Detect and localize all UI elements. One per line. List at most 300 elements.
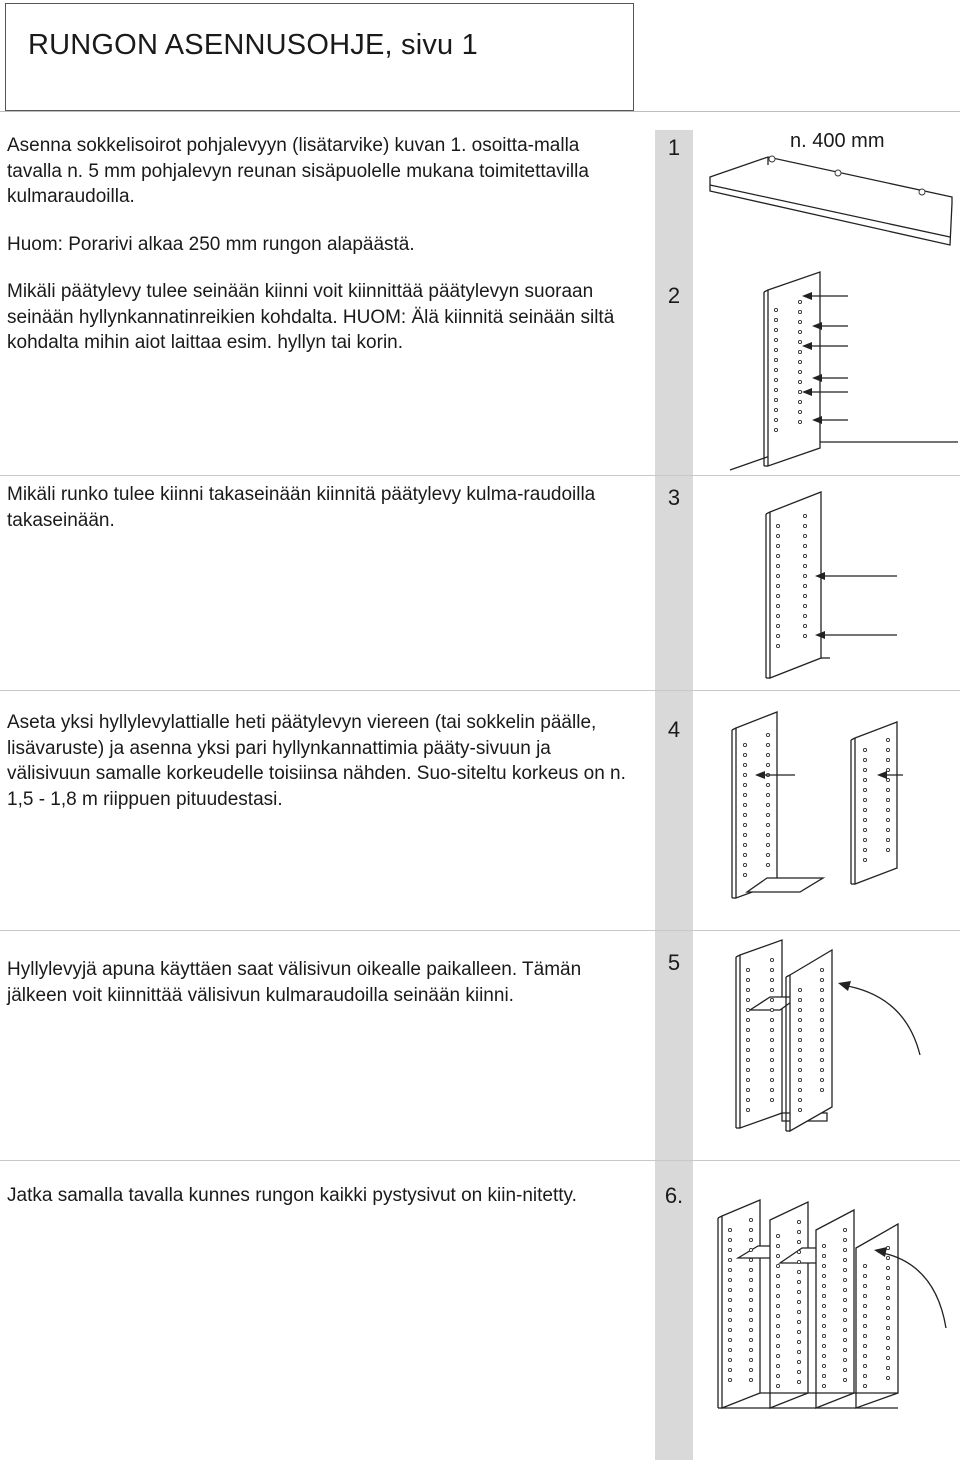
shelf-pin-hole	[746, 1068, 749, 1071]
arc-arrowhead	[838, 981, 851, 991]
shelf-pin-hole	[766, 733, 769, 736]
shelf-pin-hole	[843, 1328, 846, 1331]
shelf-pin-hole	[863, 778, 866, 781]
shelf-pin-hole	[863, 818, 866, 821]
shelf-pin-hole	[728, 1348, 731, 1351]
shelf-pin-hole	[749, 1298, 752, 1301]
shelf-pin-hole	[798, 998, 801, 1001]
shelf-pin-hole	[798, 360, 801, 363]
step-3-paragraph: Mikäli runko tulee kiinni takaseinään kiinnitä päätylevy kulma-raudoilla takaseinään.	[7, 484, 596, 531]
shelf-pin-hole	[886, 758, 889, 761]
shelf-pin-hole	[746, 988, 749, 991]
shelf-pin-hole	[798, 300, 801, 303]
shelf-pin-hole	[766, 803, 769, 806]
shelf-pin-hole	[774, 308, 777, 311]
shelf-pin-hole	[820, 998, 823, 1001]
step-6-number: 6.	[664, 1183, 684, 1208]
step-4-number: 4	[667, 717, 681, 742]
shelf-pin-hole	[820, 978, 823, 981]
shelf-pin-hole	[770, 1018, 773, 1021]
shelf-pin-hole	[728, 1288, 731, 1291]
shelf-pin-hole	[770, 958, 773, 961]
end-panel	[722, 1200, 760, 1408]
shelf-pin-hole	[886, 1356, 889, 1359]
shelf-pin-hole	[797, 1280, 800, 1283]
shelf-pin-hole	[803, 624, 806, 627]
shelf-pin-hole	[797, 1300, 800, 1303]
shelf-pin-hole	[797, 1330, 800, 1333]
shelf-pin-hole	[820, 988, 823, 991]
shelf-pin-hole	[863, 768, 866, 771]
shelf-pin-hole	[886, 1286, 889, 1289]
shelf-pin-hole	[863, 758, 866, 761]
shelf-pin-hole	[863, 1354, 866, 1357]
shelf-pin-hole	[749, 1318, 752, 1321]
section-divider	[0, 690, 960, 691]
shelf-pin-hole	[798, 310, 801, 313]
shelf-pin-hole	[843, 1318, 846, 1321]
shelf-pin-hole	[728, 1228, 731, 1231]
shelf-pin-hole	[820, 1068, 823, 1071]
shelf-pin-hole	[770, 988, 773, 991]
shelf-pin-hole	[886, 808, 889, 811]
shelf-pin-hole	[820, 1018, 823, 1021]
shelf-pin-hole	[749, 1328, 752, 1331]
shelf-pin-hole	[797, 1250, 800, 1253]
shelf-pin-hole	[798, 1088, 801, 1091]
shelf-pin-hole	[863, 848, 866, 851]
shelf-pin-hole	[797, 1340, 800, 1343]
shelf-pin-hole	[743, 803, 746, 806]
section-divider	[0, 1160, 960, 1161]
shelf-pin-hole	[886, 788, 889, 791]
shelf-pin-hole	[776, 634, 779, 637]
shelf-pin-hole	[776, 594, 779, 597]
shelf-pin-hole	[822, 1264, 825, 1267]
shelf-pin-hole	[803, 614, 806, 617]
shelf-pin-hole	[863, 858, 866, 861]
shelf-pin-hole	[803, 554, 806, 557]
shelf-pin-hole	[863, 788, 866, 791]
fixing-arrows	[815, 572, 897, 639]
shelf-pin-hole	[863, 828, 866, 831]
shelf-pin-hole	[843, 1298, 846, 1301]
shelf-pin-hole	[776, 524, 779, 527]
shelf-pin-hole	[803, 594, 806, 597]
shelf-pin-hole	[776, 624, 779, 627]
shelf-pin-hole	[776, 1354, 779, 1357]
figure-4-shelf-supports	[725, 700, 925, 905]
shelf-pin-hole	[863, 1284, 866, 1287]
step-1-paragraph: Huom: Porarivi alkaa 250 mm rungon alapäästä.	[7, 233, 415, 255]
shelf-pin-hole	[776, 1304, 779, 1307]
shelf-pin-hole	[863, 1314, 866, 1317]
step-4-text	[7, 710, 627, 812]
middle-panel	[855, 722, 897, 884]
shelf-pin-hole	[776, 1374, 779, 1377]
shelf-pin-hole	[746, 1058, 749, 1061]
shelf-pin-hole	[843, 1348, 846, 1351]
shelf-pin-hole	[886, 1266, 889, 1269]
shelf-pin-hole	[797, 1310, 800, 1313]
shelf-pin-hole	[728, 1278, 731, 1281]
shelf-pin-hole	[743, 773, 746, 776]
shelf-pin-hole	[820, 968, 823, 971]
shelf-pin-hole	[797, 1350, 800, 1353]
shelf-pin-hole	[728, 1368, 731, 1371]
shelf-pin-hole	[776, 604, 779, 607]
shelf-pin-hole	[797, 1380, 800, 1383]
shelf-pin-hole	[798, 390, 801, 393]
shelf-pin-hole	[766, 843, 769, 846]
shelf-pin-hole	[886, 1366, 889, 1369]
shelf-pin-hole	[820, 1058, 823, 1061]
shelf-pin-hole	[863, 1294, 866, 1297]
shelf-pin-hole	[728, 1298, 731, 1301]
shelf-pin-hole	[822, 1324, 825, 1327]
shelf-pin-hole	[743, 863, 746, 866]
shelf-pin-hole	[776, 1284, 779, 1287]
shelf-pin-hole	[803, 604, 806, 607]
shelf-pin-hole	[746, 1088, 749, 1091]
shelf-pin-hole	[820, 1028, 823, 1031]
shelf-pin-hole	[843, 1338, 846, 1341]
shelf-pin-hole	[843, 1258, 846, 1261]
shelf-pin-hole	[803, 524, 806, 527]
shelf-pin-hole	[728, 1238, 731, 1241]
shelf-pin-hole	[797, 1290, 800, 1293]
shelf-pin-hole	[797, 1270, 800, 1273]
screw-hole	[769, 156, 775, 162]
shelf-pin-hole	[776, 564, 779, 567]
shelf-pin-hole	[776, 1274, 779, 1277]
shelf-pin-hole	[746, 1018, 749, 1021]
shelf-pin-hole	[743, 843, 746, 846]
shelf-pin-hole	[766, 863, 769, 866]
title-box	[5, 3, 634, 111]
shelf-pin-hole	[822, 1314, 825, 1317]
shelf-pin-hole	[774, 328, 777, 331]
shelf-pin-hole	[776, 1344, 779, 1347]
shelf-pin-hole	[822, 1284, 825, 1287]
shelf-pin-hole	[886, 1346, 889, 1349]
shelf-pin-hole	[770, 968, 773, 971]
shelf-pin-hole	[749, 1248, 752, 1251]
shelf-pin-hole	[770, 1038, 773, 1041]
shelf-pin-hole	[776, 1334, 779, 1337]
shelf-pin-hole	[776, 1234, 779, 1237]
shelf-pin-hole	[863, 808, 866, 811]
figure-2-end-panel-wall	[730, 270, 960, 470]
shelf-pin-hole	[743, 853, 746, 856]
shelf-pin-hole	[798, 1078, 801, 1081]
shelf-pin-hole	[886, 838, 889, 841]
shelf-pin-hole	[728, 1248, 731, 1251]
shelf-pin-hole	[820, 1038, 823, 1041]
shelf-pin-hole	[774, 358, 777, 361]
shelf-pin-hole	[770, 1058, 773, 1061]
shelf-pin-hole	[746, 1028, 749, 1031]
screw-hole	[835, 170, 841, 176]
shelf-pin-hole	[803, 584, 806, 587]
shelf-pin-hole	[766, 793, 769, 796]
header-divider	[0, 111, 960, 112]
shelf-pin-hole	[766, 753, 769, 756]
shelf-pin-hole	[843, 1358, 846, 1361]
screw-hole	[919, 189, 925, 195]
shelf-pin-hole	[798, 1028, 801, 1031]
shelf-pin-hole	[798, 1018, 801, 1021]
shelf-pin-hole	[743, 823, 746, 826]
shelf-pin-hole	[798, 410, 801, 413]
shelf-pin-hole	[798, 350, 801, 353]
step-1-paragraph: Mikäli päätylevy tulee seinään kiinni voit kiinnittää päätylevyn suoraan seinään hyllynkannatinreikien kohdalta. HUOM: Älä kiinnitä seinään siltä kohdalta mihin aiot laittaa esim. hyllyn tai korin.	[7, 281, 615, 353]
shelf-pin-hole	[766, 823, 769, 826]
shelf-pin-hole	[886, 1256, 889, 1259]
shelf-pin-hole	[797, 1370, 800, 1373]
step-4-paragraph: Aseta yksi hyllylevylattialle heti päätylevyn viereen (tai sokkelin päälle, lisävaruste) ja asenna yksi pari hyllynkannattimia pääty-sivuun ja välisivuun samalle korkeudelle toisiinsa nähden. Suo-siteltu korkeus on n. 1,5 - 1,8 m riippuen pituudestasi.	[7, 712, 626, 810]
shelf-pin-hole	[776, 614, 779, 617]
shelf-pin-hole	[746, 1008, 749, 1011]
shelf-pin-hole	[822, 1294, 825, 1297]
shelf-pin-hole	[728, 1378, 731, 1381]
shelf-pin-hole	[749, 1358, 752, 1361]
shelf-pin-hole	[749, 1378, 752, 1381]
shelf-pin-hole	[746, 1038, 749, 1041]
shelf-pin-hole	[798, 420, 801, 423]
shelf-pin-hole	[798, 1058, 801, 1061]
shelf-pin-hole	[798, 1008, 801, 1011]
figure-6-completed-frame	[710, 1188, 960, 1433]
shelf-pin-hole	[798, 1108, 801, 1111]
shelf-pin-hole	[843, 1268, 846, 1271]
step-3-text	[7, 482, 627, 533]
shelf-pin-hole	[843, 1308, 846, 1311]
shelf-pin-hole	[886, 748, 889, 751]
step-6-paragraph: Jatka samalla tavalla kunnes rungon kaikki pystysivut on kiin-nitetty.	[7, 1185, 577, 1206]
shelf-pin-hole	[797, 1230, 800, 1233]
shelf-pin-hole	[843, 1248, 846, 1251]
shelf-pin-hole	[843, 1378, 846, 1381]
shelf-pin-hole	[886, 828, 889, 831]
shelf-pin-hole	[886, 1276, 889, 1279]
shelf-pin-hole	[843, 1368, 846, 1371]
shelf-pin-hole	[798, 1068, 801, 1071]
shelf-pin-hole	[774, 388, 777, 391]
shelf-pin-hole	[822, 1384, 825, 1387]
shelf-pin-hole	[822, 1344, 825, 1347]
shelf-pin-hole	[797, 1320, 800, 1323]
step-3-number: 3	[667, 485, 681, 510]
figure-1-note: n. 400 mm	[790, 130, 885, 152]
shelf-pin-hole	[746, 1078, 749, 1081]
shelf-pin-hole	[886, 798, 889, 801]
shelf-pin-hole	[843, 1278, 846, 1281]
shelf-pin-hole	[776, 1324, 779, 1327]
shelf-pin-hole	[776, 1254, 779, 1257]
shelf-pin-hole	[863, 748, 866, 751]
shelf-pin-hole	[770, 1068, 773, 1071]
shelf-pin-hole	[774, 398, 777, 401]
shelf-pin-hole	[749, 1268, 752, 1271]
shelf-pin-hole	[774, 368, 777, 371]
shelf-pin-hole	[749, 1288, 752, 1291]
shelf-pin-hole	[770, 1048, 773, 1051]
shelf-pin-hole	[776, 574, 779, 577]
shelf-pin-hole	[886, 1326, 889, 1329]
shelf-pin-hole	[770, 1088, 773, 1091]
shelf-pin-hole	[822, 1274, 825, 1277]
shelf-pin-hole	[797, 1240, 800, 1243]
shelf-pin-hole	[749, 1228, 752, 1231]
shelf-pin-hole	[820, 1048, 823, 1051]
shelf-pin-hole	[743, 763, 746, 766]
shelf-pin-hole	[803, 534, 806, 537]
shelf-pin-hole	[766, 853, 769, 856]
shelf-pin-hole	[803, 564, 806, 567]
shelf-pin-hole	[766, 783, 769, 786]
shelf-pin-hole	[746, 968, 749, 971]
shelf-pin-hole	[743, 813, 746, 816]
shelf-pin-hole	[863, 1344, 866, 1347]
shelf-pin-hole	[776, 1384, 779, 1387]
shelf-pin-hole	[797, 1360, 800, 1363]
shelf-pin-hole	[766, 833, 769, 836]
step-1-paragraph: Asenna sokkelisoirot pohjalevyyn (lisätarvike) kuvan 1. osoitta-malla tavalla n. 5 mm pohjalevyn reunan sisäpuolelle mukana toimitettavilla kulmaraudoilla.	[7, 135, 589, 207]
shelf-pin-hole	[822, 1254, 825, 1257]
shelf-pin-hole	[863, 1334, 866, 1337]
shelf-pin-hole	[798, 1048, 801, 1051]
step-1-number: 1	[667, 135, 681, 160]
shelf-pin-hole	[863, 1264, 866, 1267]
middle-panel	[816, 1210, 854, 1408]
shelf-pin-hole	[743, 783, 746, 786]
shelf-pin-hole	[797, 1220, 800, 1223]
shelf-pin-hole	[776, 554, 779, 557]
shelf-pin-hole	[749, 1218, 752, 1221]
shelf-pin-hole	[766, 743, 769, 746]
shelf-pin-hole	[746, 978, 749, 981]
shelf-pin-hole	[749, 1278, 752, 1281]
step-5-paragraph: Hyllylevyjä apuna käyttäen saat välisivun oikealle paikalleen. Tämän jälkeen voit kiinnittää välisivun kulmaraudoilla seinään kiinni.	[7, 959, 582, 1006]
shelf-pin-hole	[774, 338, 777, 341]
rail-body	[710, 157, 952, 245]
shelf-pin-hole	[766, 813, 769, 816]
shelf-pin-hole	[774, 378, 777, 381]
step-2-number: 2	[667, 283, 681, 308]
shelf-pin-hole	[863, 798, 866, 801]
shelf-pin-hole	[749, 1368, 752, 1371]
shelf-pin-hole	[776, 534, 779, 537]
shelf-pin-hole	[776, 584, 779, 587]
shelf-pin-hole	[863, 1304, 866, 1307]
shelf-pin-hole	[803, 544, 806, 547]
shelf-pin-hole	[746, 1098, 749, 1101]
shelf-pin-hole	[749, 1338, 752, 1341]
shelf-pin-hole	[798, 330, 801, 333]
shelf-pin-hole	[743, 753, 746, 756]
middle-panel	[790, 950, 832, 1131]
shelf-pin-hole	[803, 634, 806, 637]
shelf-pin-hole	[803, 574, 806, 577]
shelf-pin-hole	[886, 1336, 889, 1339]
shelf-pin-hole	[822, 1364, 825, 1367]
page-title: RUNGON ASENNUSOHJE, sivu 1	[28, 29, 478, 61]
shelf-pin-hole	[886, 1306, 889, 1309]
shelf-pin-hole	[863, 838, 866, 841]
shelf-pin-hole	[749, 1308, 752, 1311]
shelf-pin-hole	[822, 1334, 825, 1337]
shelf-pin-hole	[749, 1258, 752, 1261]
shelf-pin-hole	[728, 1258, 731, 1261]
shelf-pin-hole	[820, 1078, 823, 1081]
shelf-pin-hole	[798, 1038, 801, 1041]
shelf-pin-hole	[798, 380, 801, 383]
figure-5-middle-panel-placement	[730, 935, 960, 1135]
shelf-pin-hole	[770, 978, 773, 981]
step-5-number: 5	[667, 950, 681, 975]
shelf-pin-hole	[798, 988, 801, 991]
shelf-pin-hole	[774, 348, 777, 351]
shelf-pin-hole	[728, 1318, 731, 1321]
shelf-pin-hole	[774, 428, 777, 431]
shelf-pin-hole	[863, 1364, 866, 1367]
shelf-pin-hole	[746, 1048, 749, 1051]
shelf-pin-hole	[798, 320, 801, 323]
shelf-pin-hole	[776, 1244, 779, 1247]
shelf-pin-hole	[776, 1294, 779, 1297]
step-6-text	[7, 1183, 627, 1209]
shelf-pin-hole	[728, 1358, 731, 1361]
shelf-pin-hole	[728, 1338, 731, 1341]
shelf-pin-hole	[798, 340, 801, 343]
step-1-text	[7, 133, 627, 356]
middle-panel	[770, 1202, 808, 1408]
shelf-pin-hole	[863, 1384, 866, 1387]
shelf-pin-hole	[886, 1316, 889, 1319]
shelf-pin-hole	[770, 1098, 773, 1101]
shelf-pin-hole	[776, 1264, 779, 1267]
shelf-pin-hole	[843, 1238, 846, 1241]
shelf-pin-hole	[774, 408, 777, 411]
shelf-pin-hole	[770, 1008, 773, 1011]
shelf-pin-hole	[770, 998, 773, 1001]
shelf-pin-hole	[797, 1260, 800, 1263]
shelf-pin-hole	[822, 1374, 825, 1377]
figure-1-plinth-rail	[700, 145, 960, 255]
shelf-pin-hole	[774, 318, 777, 321]
shelf-pin-hole	[798, 1098, 801, 1101]
shelf-pin-hole	[728, 1328, 731, 1331]
shelf-pin-hole	[798, 400, 801, 403]
shelf-pin-hole	[803, 514, 806, 517]
shelf-pin-hole	[743, 743, 746, 746]
shelf-pin-hole	[774, 418, 777, 421]
shelf-pin-hole	[820, 1088, 823, 1091]
shelf-pin-hole	[886, 848, 889, 851]
shelf-pin-hole	[863, 1374, 866, 1377]
shelf-pin-hole	[886, 818, 889, 821]
rotation-arc	[842, 985, 920, 1055]
step-5-text	[7, 957, 627, 1008]
shelf-pin-hole	[886, 1296, 889, 1299]
shelf-pin-hole	[743, 793, 746, 796]
shelf-pin-hole	[770, 1078, 773, 1081]
step-number-column	[655, 130, 693, 1460]
shelf-pin-hole	[766, 763, 769, 766]
shelf-pin-hole	[822, 1354, 825, 1357]
shelf-pin-hole	[776, 1364, 779, 1367]
